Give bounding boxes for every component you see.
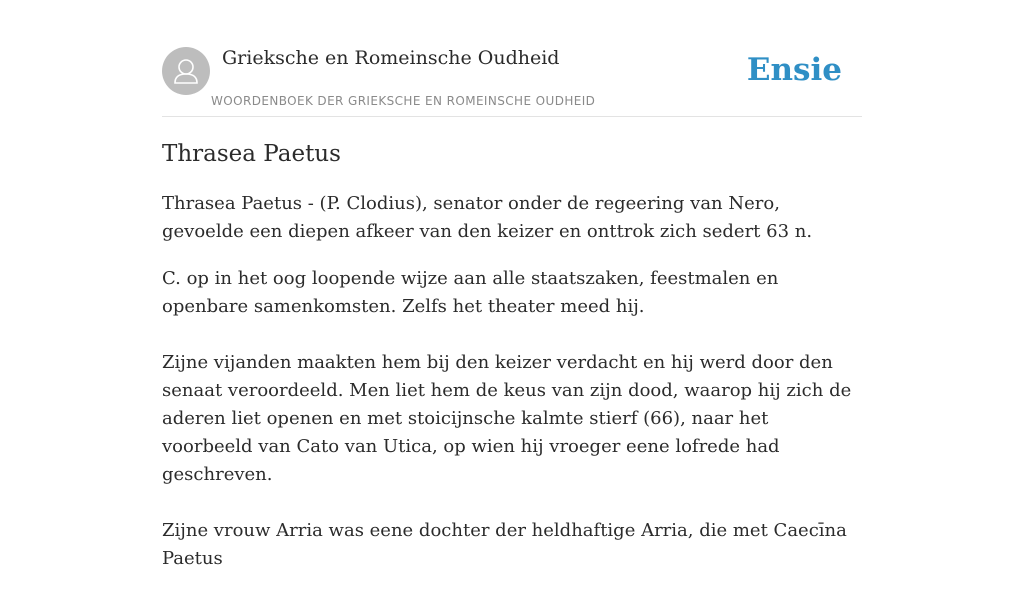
source-subtitle: WOORDENBOEK DER GRIEKSCHE EN ROMEINSCHE OUDHEID [211,94,596,108]
entry-content [162,138,862,592]
source-header [162,46,862,117]
user-silhouette-icon[interactable] [162,47,210,95]
ensie-logo[interactable]: Ensie [746,52,842,88]
entry-paragraph: C. op in het oog loopende wijze aan alle staatszaken, feestmalen en openbare samenkomsten. Zelfs het theater meed hij. [162,268,779,317]
entry-paragraph: Zijne vrouw Arria was eene dochter der heldhaftige Arria, die met Caecīna Paetus [162,520,847,569]
entry-paragraph: Zijne vijanden maakten hem bij den keizer verdacht en hij werd door den senaat veroordeeld. Men liet hem de keus van zijn dood, waarop hij zich de aderen liet openen en met stoicijnsche kalmte stierf (66), naar het voorbeeld van Cato van Utica, op wien hij vroeger eene lofrede had geschreven. [162,352,852,485]
entry-paragraph: Thrasea Paetus - (P. Clodius), senator onder de regeering van Nero, gevoelde een diepen afkeer van den keizer en onttrok zich sedert 63 n. [162,193,813,242]
source-title[interactable]: Grieksche en Romeinsche Oudheid [222,47,560,69]
entry-title: Thrasea Paetus [162,141,341,167]
